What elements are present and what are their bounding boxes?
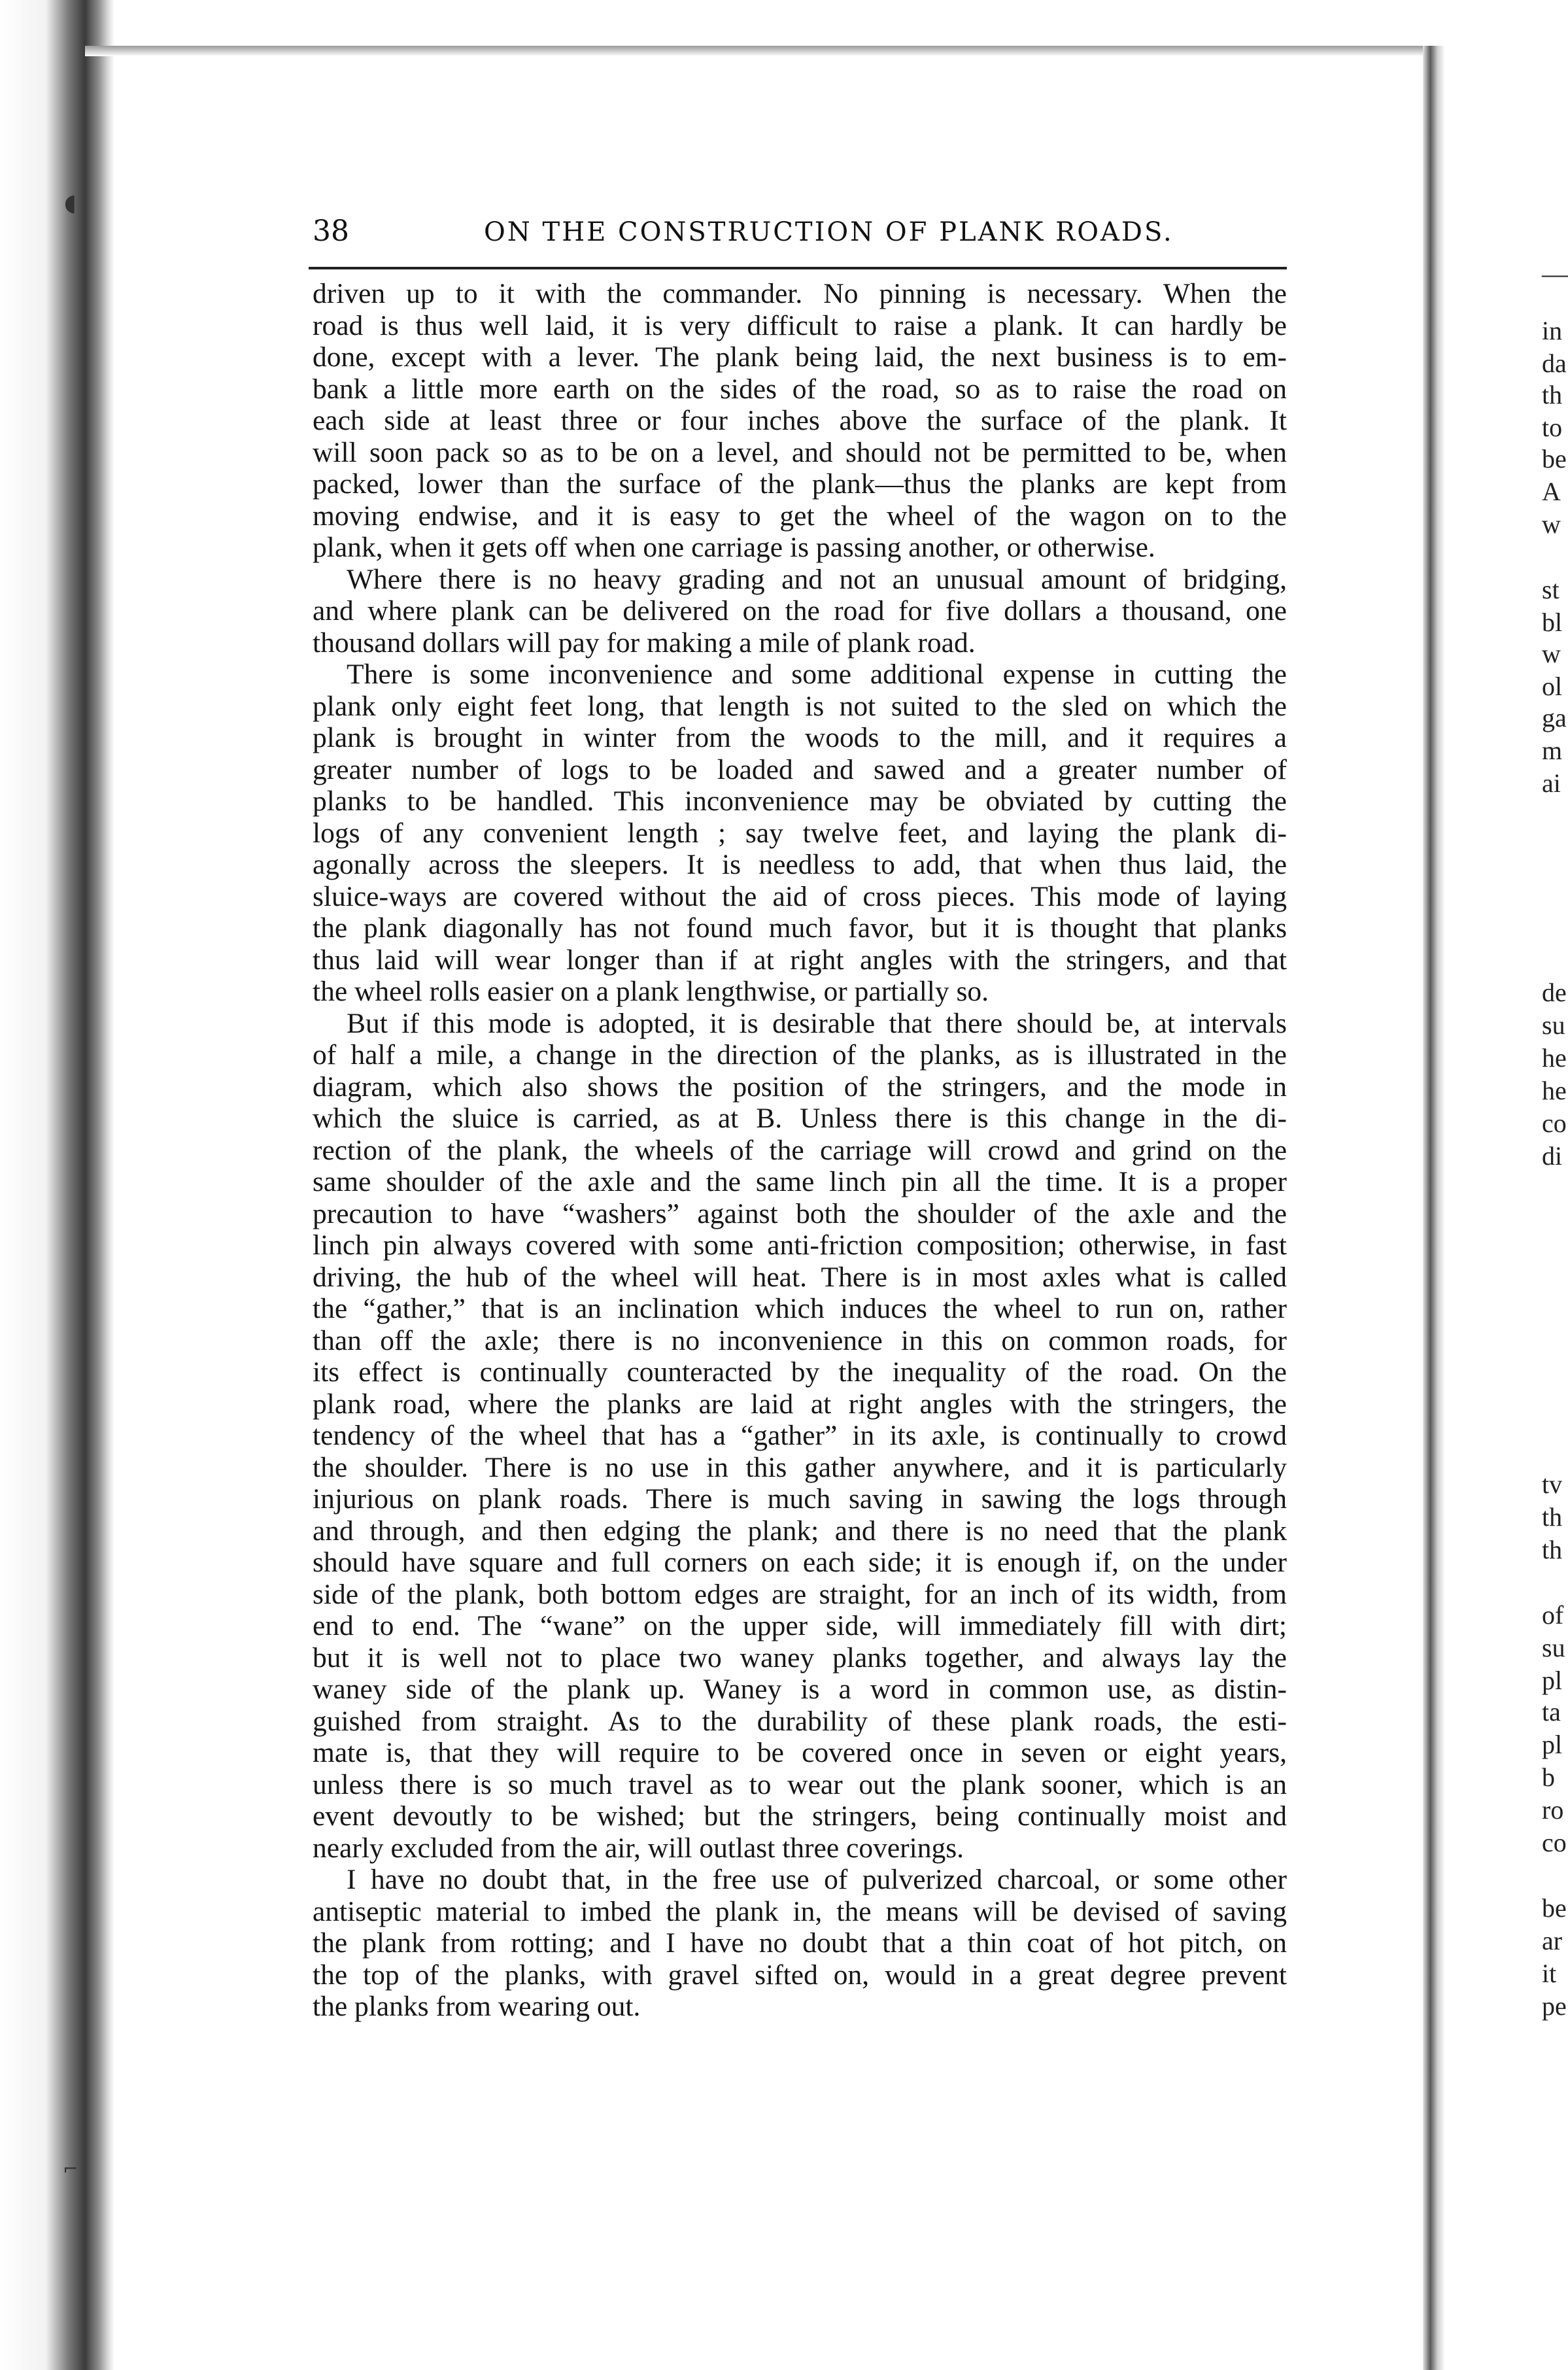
text-line: I have no doubt that, in the free use of pulverized charcoal, or some other: [347, 1864, 1287, 1895]
text-line: guished from straight. As to the durability of these plank roads, the esti-: [313, 1705, 1287, 1737]
text-line: planks to be handled. This inconvenience may be obviated by cutting the: [313, 785, 1287, 817]
text-line: plank only eight feet long, that length is not suited to the sled on which the: [313, 690, 1287, 722]
paragraph: [313, 564, 1287, 659]
page-gutter: [1423, 46, 1445, 2370]
text-line: greater number of logs to be loaded and sawed and a greater number of: [313, 753, 1287, 785]
facing-page-fragment: pe: [1542, 1991, 1567, 2021]
text-line: of half a mile, a change in the direction of the planks, as is illustrated in the: [313, 1039, 1287, 1071]
paragraph: [313, 659, 1287, 1008]
facing-page-fragment: di: [1542, 1141, 1563, 1171]
text-line: nearly excluded from the air, will outlast three coverings.: [313, 1832, 964, 1864]
text-line: plank road, where the planks are laid at right angles with the stringers, the: [313, 1388, 1287, 1420]
text-line: There is some inconvenience and some additional expense in cutting the: [347, 659, 1287, 690]
facing-page-fragment: w: [1542, 509, 1561, 539]
text-line: mate is, that they will require to be covered once in seven or eight years,: [313, 1737, 1287, 1768]
facing-page-fragment: ga: [1542, 703, 1567, 732]
text-line: waney side of the plank up. Waney is a word in common use, as distin-: [313, 1674, 1287, 1705]
text-line: the shoulder. There is no use in this gather anywhere, and it is particularly: [313, 1451, 1287, 1483]
text-line: its effect is continually counteracted by the inequality of the road. On the: [313, 1356, 1287, 1388]
text-line: plank, when it gets off when one carriage is passing another, or otherwise.: [313, 532, 1155, 563]
facing-page-fragment: w: [1542, 639, 1561, 668]
page-number: 38: [313, 215, 349, 248]
text-line: the plank from rotting; and I have no doubt that a thin coat of hot pitch, on: [313, 1927, 1287, 1959]
text-line: bank a little more earth on the sides of the road, so as to raise the road on: [313, 373, 1287, 405]
margin-speck: ⌐: [63, 2158, 78, 2180]
facing-page-fragment: he: [1542, 1043, 1567, 1073]
facing-page-fragment: it: [1542, 1959, 1557, 1988]
text-line: Where there is no heavy grading and not an unusual amount of bridging,: [347, 563, 1287, 595]
text-line: side of the plank, both bottom edges are straight, for an inch of its width, from: [313, 1578, 1287, 1610]
text-line: rection of the plank, the wheels of the carriage will crowd and grind on the: [313, 1134, 1287, 1166]
facing-page-fragment: A: [1542, 477, 1561, 506]
text-line: will soon pack so as to be on a level, and should not be permitted to be, when: [313, 436, 1287, 468]
text-line: event devoutly to be wished; but the stringers, being continually moist and: [313, 1800, 1287, 1832]
facing-page-fragment: su: [1542, 1010, 1565, 1040]
text-line: done, except with a lever. The plank being laid, the next business is to em-: [313, 341, 1287, 373]
text-line: each side at least three or four inches above the surface of the plank. It: [313, 405, 1287, 436]
page-top-shadow: [85, 46, 1432, 56]
facing-page-fragment: ro: [1542, 1795, 1564, 1825]
text-line: road is thus well laid, it is very difficult to raise a plank. It can hardly be: [313, 309, 1287, 341]
text-line: antiseptic material to imbed the plank in, the means will be devised of saving: [313, 1895, 1287, 1927]
page-header: [313, 215, 1287, 260]
text-line: the “gather,” that is an inclination which induces the wheel to run on, rather: [313, 1293, 1287, 1324]
facing-page-fragment: tv: [1542, 1469, 1563, 1499]
text-line: same shoulder of the axle and the same linch pin all the time. It is a proper: [313, 1166, 1287, 1197]
book-spine-shadow: [0, 0, 114, 2370]
text-line: thus laid will wear longer than if at right angles with the stringers, and that: [313, 944, 1287, 976]
facing-page-fragment: ta: [1542, 1697, 1561, 1726]
facing-page-fragment: pl: [1542, 1730, 1563, 1759]
text-line: injurious on plank roads. There is much saving in sawing the logs through: [313, 1483, 1287, 1515]
paragraph: [313, 1864, 1287, 2023]
text-line: and where plank can be delivered on the road for five dollars a thousand, one: [313, 595, 1287, 627]
facing-page-fragment: th: [1542, 1502, 1563, 1532]
facing-page-fragment: co: [1542, 1828, 1567, 1857]
facing-page-fragment: bl: [1542, 608, 1563, 637]
facing-page-fragment: be: [1542, 444, 1567, 473]
facing-page-fragment: su: [1542, 1633, 1565, 1662]
text-line: which the sluice is carried, as at B. Unless there is this change in the di-: [313, 1103, 1287, 1134]
margin-speck: ◖: [64, 190, 77, 216]
text-line: linch pin always covered with some anti-friction composition; otherwise, in fast: [313, 1229, 1287, 1261]
text-line: plank is brought in winter from the woods to the mill, and it requires a: [313, 722, 1287, 753]
facing-page-fragment: —: [1542, 259, 1568, 288]
header-rule: [309, 267, 1287, 269]
running-head: ON THE CONSTRUCTION OF PLANK ROADS.: [484, 217, 1174, 247]
facing-page-fragment: to: [1542, 413, 1563, 442]
facing-page-fragment: ol: [1542, 672, 1563, 701]
text-line: thousand dollars will pay for making a mile of plank road.: [313, 627, 976, 659]
facing-page-fragment: m: [1542, 736, 1563, 765]
text-line: sluice-ways are covered without the aid of cross pieces. This mode of laying: [313, 880, 1287, 912]
text-line: moving endwise, and it is easy to get the wheel of the wagon on to the: [313, 500, 1287, 532]
text-line: but it is well not to place two waney planks together, and always lay the: [313, 1641, 1287, 1674]
facing-page-fragment: ai: [1542, 768, 1561, 798]
text-line: tendency of the wheel that has a “gather” in its axle, is continually to crowd: [313, 1420, 1287, 1451]
facing-page-fragment: he: [1542, 1076, 1567, 1105]
facing-page-fragment: th: [1542, 1535, 1563, 1564]
facing-page-fragment: be: [1542, 1893, 1567, 1923]
paragraph: [313, 278, 1287, 564]
text-line: end to end. The “wane” on the upper side, will immediately fill with dirt;: [313, 1610, 1287, 1641]
text-line: should have square and full corners on each side; it is enough if, on the under: [313, 1547, 1287, 1578]
text-line: the plank diagonally has not found much favor, but it is thought that planks: [313, 912, 1287, 944]
facing-page-fragment: in: [1542, 316, 1563, 345]
text-line: than off the axle; there is no inconvenience in this on common roads, for: [313, 1324, 1287, 1356]
body-text: [313, 278, 1287, 2023]
facing-page-fragment: b: [1542, 1762, 1555, 1792]
facing-page-fragment: st: [1542, 575, 1559, 604]
text-line: and through, and then edging the plank; and there is no need that the plank: [313, 1515, 1287, 1547]
text-line: agonally across the sleepers. It is needless to add, that when thus laid, the: [313, 849, 1287, 880]
facing-page-fragment: th: [1542, 380, 1563, 409]
facing-page-fragment: of: [1542, 1600, 1564, 1630]
text-line: unless there is so much travel as to wear out the plank sooner, which is an: [313, 1768, 1287, 1800]
text-line: precaution to have “washers” against both the shoulder of the axle and the: [313, 1197, 1287, 1229]
text-line: But if this mode is adopted, it is desirable that there should be, at intervals: [347, 1007, 1287, 1039]
text-line: logs of any convenient length ; say twelve feet, and laying the plank di-: [313, 817, 1287, 849]
text-line: the top of the planks, with gravel sifted on, would in a great degree prevent: [313, 1959, 1287, 1991]
facing-page-fragment: ar: [1542, 1926, 1563, 1955]
paragraph: [313, 1008, 1287, 1864]
text-line: diagram, which also shows the position of the stringers, and the mode in: [313, 1071, 1287, 1103]
facing-page-fragment: pl: [1542, 1666, 1563, 1695]
text-line: the planks from wearing out.: [313, 1991, 641, 2022]
text-line: the wheel rolls easier on a plank lengthwise, or partially so.: [313, 976, 989, 1007]
facing-page-fragment: co: [1542, 1108, 1567, 1138]
facing-page-fragment: da: [1542, 349, 1567, 378]
text-line: packed, lower than the surface of the plank—thus the planks are kept from: [313, 468, 1287, 500]
text-line: driving, the hub of the wheel will heat. There is in most axles what is called: [313, 1261, 1287, 1293]
text-line: driven up to it with the commander. No pinning is necessary. When the: [313, 278, 1287, 309]
facing-page-fragment: de: [1542, 978, 1567, 1007]
